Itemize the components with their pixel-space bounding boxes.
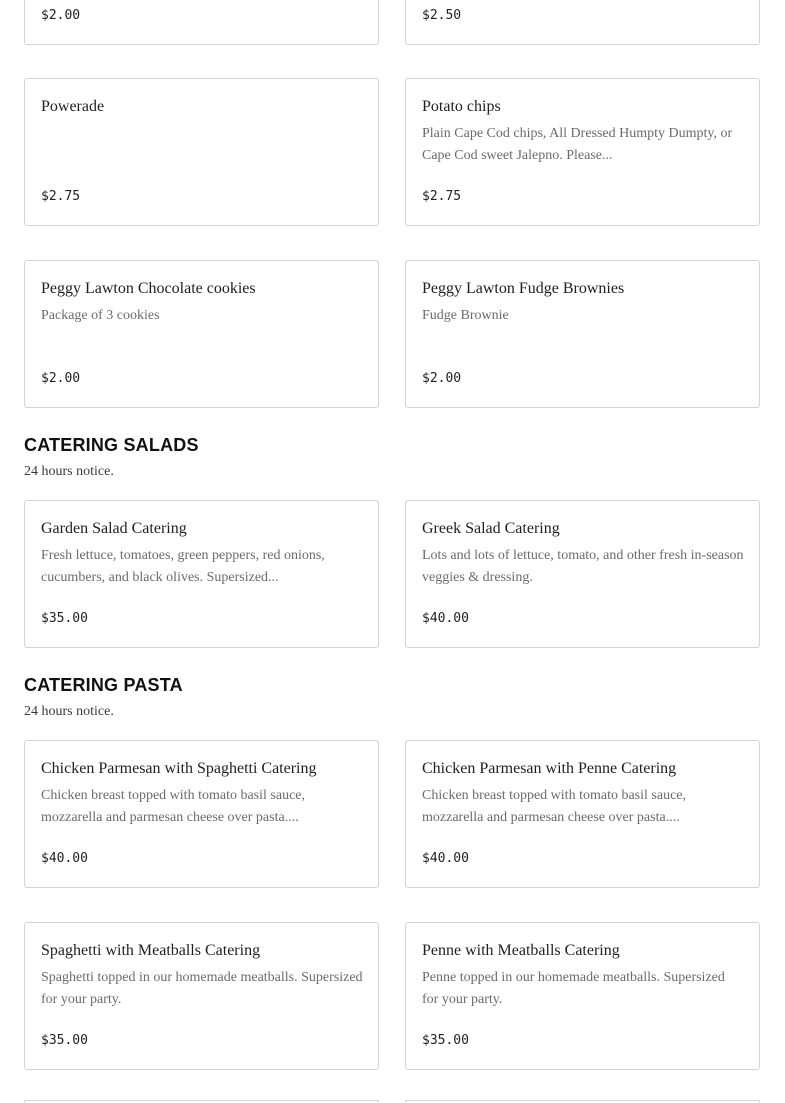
item-price: $2.75	[41, 189, 81, 204]
item-description: Lots and lots of lettuce, tomato, and other fresh in-season veggies & dressing.	[422, 548, 744, 585]
menu-item-card[interactable]	[24, 740, 379, 888]
item-name: Chicken Parmesan with Spaghetti Catering	[41, 760, 317, 777]
item-price: $2.00	[41, 8, 81, 23]
menu-item-card[interactable]	[24, 260, 379, 408]
item-price: $35.00	[41, 611, 88, 626]
menu-item-card[interactable]	[405, 922, 760, 1070]
item-description: Package of 3 cookies	[41, 308, 160, 323]
menu-item-card[interactable]	[405, 500, 760, 648]
item-name: Garden Salad Catering	[41, 520, 187, 537]
item-description: Spaghetti topped in our homemade meatballs. Supersized for your party.	[41, 970, 363, 1007]
item-name: Peggy Lawton Fudge Brownies	[422, 280, 625, 297]
section-notice: 24 hours notice.	[24, 704, 114, 719]
item-name: Chicken Parmesan with Penne Catering	[422, 760, 677, 777]
item-price: $35.00	[422, 1033, 469, 1048]
menu-item-card[interactable]	[24, 78, 379, 226]
item-name: Powerade	[41, 98, 105, 115]
section-notice: 24 hours notice.	[24, 464, 114, 479]
item-price: $40.00	[422, 611, 469, 626]
section-title-catering-pasta: CATERING PASTA	[24, 675, 183, 695]
item-description: Fudge Brownie	[422, 308, 509, 323]
menu-item-card[interactable]	[24, 0, 379, 45]
item-price: $40.00	[422, 851, 469, 866]
item-name: Peggy Lawton Chocolate cookies	[41, 280, 256, 297]
menu-item-card[interactable]	[405, 78, 760, 226]
item-description: Chicken breast topped with tomato basil sauce, mozzarella and parmesan cheese over pasta....	[422, 788, 686, 825]
item-name: Potato chips	[422, 98, 501, 115]
menu-item-card[interactable]	[405, 260, 760, 408]
item-price: $2.00	[41, 371, 81, 386]
item-description: Plain Cape Cod chips, All Dressed Humpty Dumpty, or Cape Cod sweet Jalepno. Please...	[422, 126, 733, 163]
menu-item-card[interactable]	[24, 922, 379, 1070]
item-price: $2.00	[422, 371, 462, 386]
item-description: Fresh lettuce, tomatoes, green peppers, red onions, cucumbers, and black olives. Supersized...	[41, 548, 325, 585]
item-price: $2.75	[422, 189, 462, 204]
item-price: $40.00	[41, 851, 88, 866]
menu-item-card[interactable]	[405, 740, 760, 888]
item-name: Penne with Meatballs Catering	[422, 942, 620, 959]
item-name: Spaghetti with Meatballs Catering	[41, 942, 261, 959]
item-description: Chicken breast topped with tomato basil sauce, mozzarella and parmesan cheese over pasta....	[41, 788, 305, 825]
item-description: Penne topped in our homemade meatballs. Supersized for your party.	[422, 970, 725, 1007]
item-name: Greek Salad Catering	[422, 520, 560, 537]
menu-item-card[interactable]	[405, 0, 760, 45]
item-price: $2.50	[422, 8, 462, 23]
menu-item-card[interactable]	[24, 500, 379, 648]
section-title-catering-salads: CATERING SALADS	[24, 435, 199, 455]
item-price: $35.00	[41, 1033, 88, 1048]
